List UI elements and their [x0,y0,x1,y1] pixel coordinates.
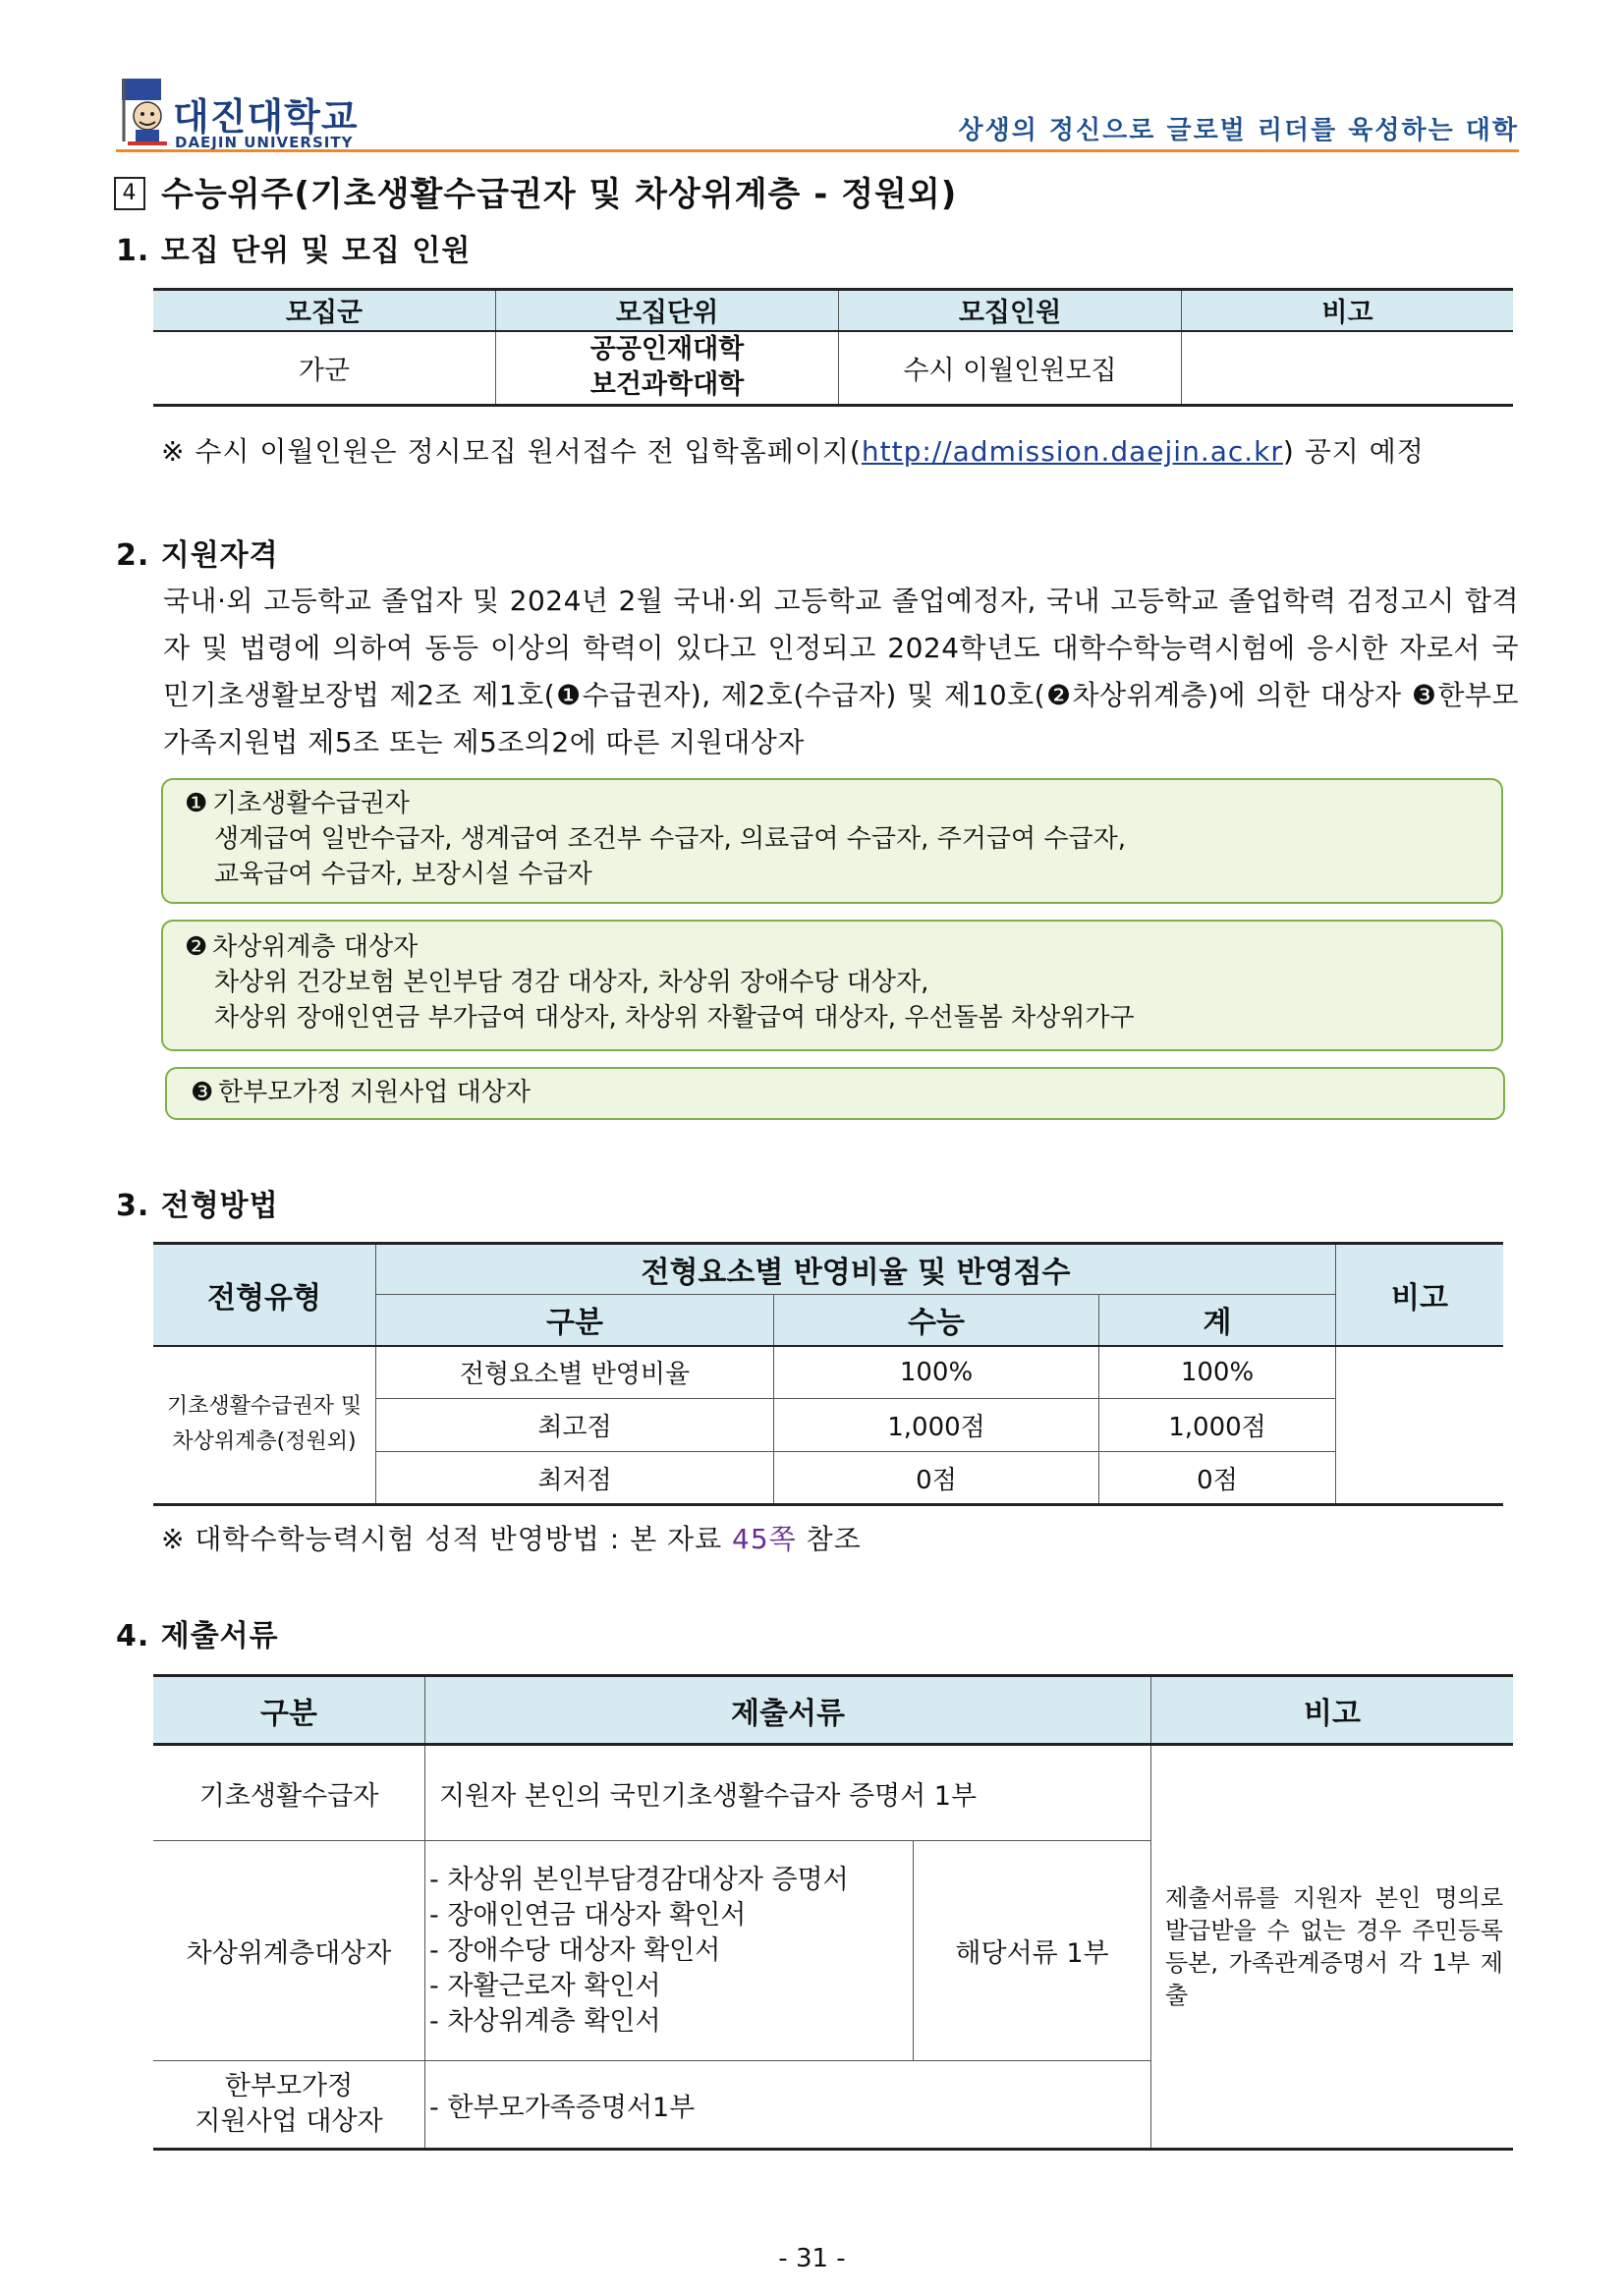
note-cell [1182,331,1514,406]
box-line: 생계급여 일반수급자, 생계급여 조건부 수급자, 의료급여 수급자, 주거급여 수급자, [214,824,1127,854]
category-cell: 기초생활수급자 [153,1745,425,1841]
table-row [153,1346,1503,1399]
document-item: - 자활근로자 확인서 [429,1970,661,2001]
group-cell: 가군 [153,331,496,406]
sub-header: 구분 [376,1295,774,1346]
col-header: 제출서류 [425,1676,1151,1745]
col-header: 비고 [1182,290,1514,331]
document-item: - 장애수당 대상자 확인서 [429,1934,721,1966]
csat-value: 100% [774,1346,1099,1399]
table-header-row [153,290,1513,331]
title-text: 수능위주(기초생활수급권자 및 차상위계층 - 정원외) [161,175,958,214]
section-3-heading: 3. 전형방법 [116,1189,279,1223]
group-header: 전형요소별 반영비율 및 반영점수 [376,1244,1336,1295]
col-header: 비고 [1151,1676,1514,1745]
sub-header: 계 [1099,1295,1336,1346]
marker-2: ❷ [185,932,208,962]
category-line: 지원사업 대상자 [195,2106,383,2137]
csat-value: 0점 [774,1452,1099,1505]
document-cell: 지원자 본인의 국민기초생활수급자 증명서 1부 [425,1745,1151,1841]
unit-name: 보건과학대학 [589,369,745,401]
section-2-heading: 2. 지원자격 [116,538,279,573]
count-cell: 해당서류 1부 [914,1841,1151,2061]
para-text: 국내·외 고등학교 졸업자 및 2024년 2월 국내·외 고등학교 졸업예정자, 국내 고등학교 졸업학력 검정고시 합격자 및 법령에 의하여 동등 이상의 학력이 있다고 인정되고 2024학년도 대학수학능력시험에 응시한 자로서 국민기초생활보장법 제2조 제1호( [163,585,1519,711]
section-3-footnote [161,1518,862,1557]
unit-cell [496,331,839,406]
type-line: 차상위계층(정원외) [172,1429,357,1455]
type-header: 전형유형 [153,1244,376,1346]
total-value: 1,000점 [1099,1399,1336,1452]
row-label: 전형요소별 반영비율 [376,1346,774,1399]
marker-3: ❸ [1411,679,1438,711]
marker-1: ❶ [185,789,208,818]
header-divider [116,149,1519,152]
selection-method-table [153,1242,1503,1506]
box-title: 차상위계층 대상자 [212,932,419,962]
footnote-text: ※ 수시 이월인원은 정시모집 원서접수 전 입학홈페이지( [161,435,862,468]
criteria-box-near-poverty [161,920,1503,1051]
document-item: - 차상위계층 확인서 [429,2005,661,2037]
table-row [153,331,1513,406]
box-line: 차상위 장애인연금 부가급여 대상자, 차상위 자활급여 대상자, 우선돌봄 차상위가구 [214,1003,1135,1033]
count-cell: 수시 이월인원모집 [839,331,1182,406]
para-text: 한부모가족지원법 제5조 또는 제5조의2에 따른 지원대상자 [163,679,1519,758]
section-1-footnote [161,430,1425,470]
type-cell [153,1346,376,1505]
col-header: 구분 [153,1676,425,1745]
page-number: - 31 - [778,2244,846,2273]
marker-2: ❷ [1045,679,1073,711]
eligibility-paragraph [163,578,1519,766]
category-cell [153,2061,425,2150]
criteria-box-basic-livelihood [161,778,1503,904]
document-list-cell [425,1841,914,2061]
row-label: 최고점 [376,1399,774,1452]
footnote-text: ※ 대학수학능력시험 성적 반영방법 : 본 자료 [161,1523,733,1555]
col-header: 모집군 [153,290,496,331]
recruitment-table [153,288,1513,407]
section-1-heading: 1. 모집 단위 및 모집 인원 [116,234,472,268]
footnote-text: ) 공지 예정 [1282,435,1425,468]
note-cell [1336,1346,1504,1505]
document-item: - 장애인연금 대상자 확인서 [429,1899,747,1931]
title-number-box: 4 [114,177,145,210]
documents-table [153,1674,1513,2151]
logo-korean-name: 대진대학교 [173,95,359,139]
sub-header: 수능 [774,1295,1099,1346]
row-label: 최저점 [376,1452,774,1505]
footnote-text: 참조 [796,1523,862,1555]
marker-1: ❶ [555,679,583,711]
marker-3: ❸ [191,1078,214,1107]
box-line: 교육급여 수급자, 보장시설 수급자 [214,860,592,889]
document-item: - 차상위 본인부담경감대상자 증명서 [429,1864,849,1895]
box-title: 기초생활수급권자 [212,789,410,818]
section-4-heading: 4. 제출서류 [116,1619,279,1653]
csat-value: 1,000점 [774,1399,1099,1452]
unit-name: 공공인재대학 [589,334,745,365]
box-line: 차상위 건강보험 본인부담 경감 대상자, 차상위 장애수당 대상자, [214,968,929,997]
remarks-cell: 제출서류를 지원자 본인 명의로 발급받을 수 없는 경우 주민등록등본, 가족관계증명서 각 1부 제출 [1165,1883,1503,2009]
header-slogan: 상생의 정신으로 글로벌 리더를 육성하는 대학 [958,116,1519,145]
para-text: 수급권자), 제2호(수급자) 및 제10호( [582,679,1046,711]
table-row [153,1745,1513,1841]
category-cell: 차상위계층대상자 [153,1841,425,2061]
type-line: 기초생활수급권자 및 [166,1394,363,1420]
col-header: 모집단위 [496,290,839,331]
admission-homepage-link[interactable]: http://admission.daejin.ac.kr [861,435,1283,468]
total-value: 100% [1099,1346,1336,1399]
total-value: 0점 [1099,1452,1336,1505]
note-header: 비고 [1336,1244,1504,1346]
page-reference: 45쪽 [732,1523,797,1555]
page-title [114,167,957,215]
criteria-box-single-parent [165,1067,1505,1120]
category-line: 한부모가정 [224,2071,354,2101]
para-text: 차상위계층)에 의한 대상자 [1072,679,1412,711]
col-header: 모집인원 [839,290,1182,331]
university-logo-icon [118,77,173,147]
document-cell: - 한부모가족증명서1부 [425,2061,1151,2150]
logo-english-name: DAEJIN UNIVERSITY [175,134,354,151]
box-title: 한부모가정 지원사업 대상자 [218,1078,531,1107]
